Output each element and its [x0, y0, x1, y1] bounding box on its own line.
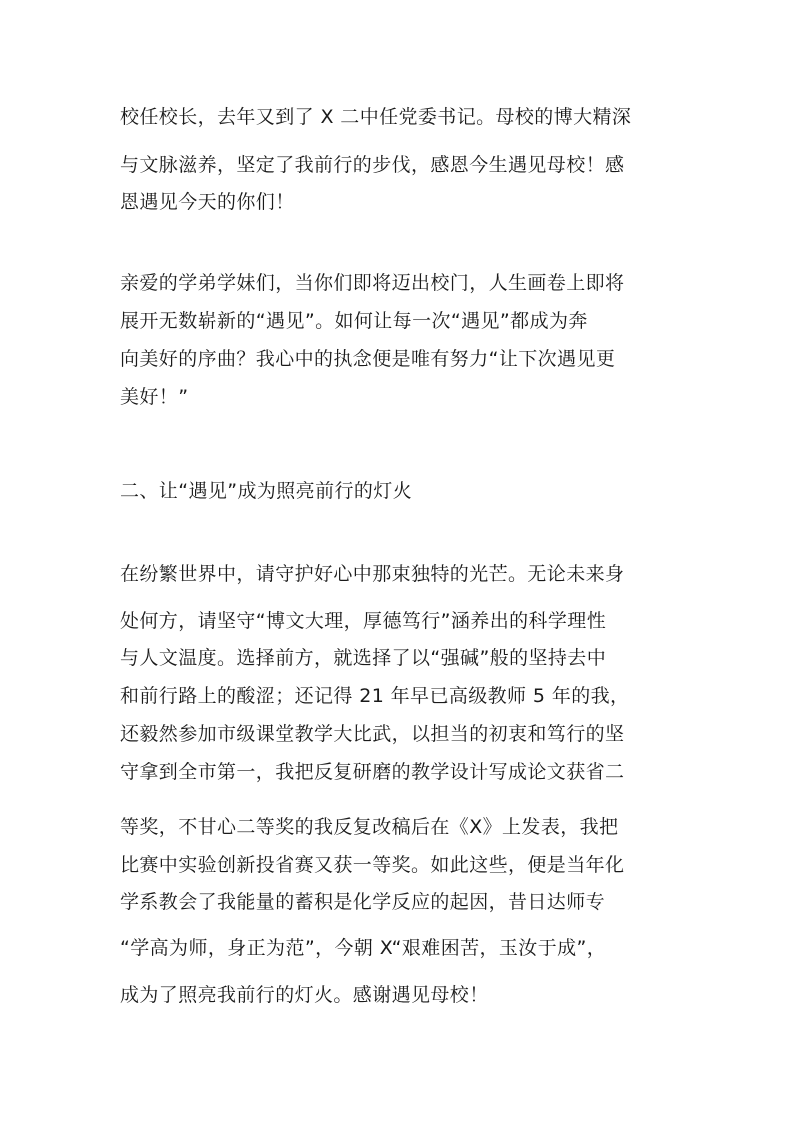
paragraph-4-line-7: 等奖，不甘心二等奖的我反复改稿后在《X》上发表，我把	[120, 816, 619, 838]
paragraph-4-line-11: 成为了照亮我前行的灯火。感谢遇见母校！	[120, 984, 489, 1006]
paragraph-1-line-1: 校任校长，去年又到了 X 二中任党委书记。母校的博大精深	[120, 106, 632, 128]
paragraph-4-line-10: “学高为师，身正为范”，今朝 X“艰难困苦，玉汝于成”，	[120, 937, 607, 959]
paragraph-4-line-8: 比赛中实验创新投省赛又获一等奖。如此这些，便是当年化	[120, 854, 625, 876]
paragraph-2-line-3: 向美好的序曲？我心中的执念便是唯有努力“让下次遇见更	[120, 348, 616, 370]
section-heading: 二、让“遇见”成为照亮前行的灯火	[120, 480, 413, 502]
paragraph-2-line-1: 亲爱的学弟学妹们，当你们即将迈出校门，人生画卷上即将	[120, 272, 625, 294]
paragraph-2-line-4: 美好！”	[120, 386, 189, 408]
paragraph-4-line-6: 守拿到全市第一，我把反复研磨的教学设计写成论文获省二	[120, 761, 625, 783]
paragraph-4-line-9: 学系教会了我能量的蓄积是化学反应的起因，昔日达师专	[120, 891, 606, 913]
paragraph-4-line-1: 在纷繁世界中，请守护好心中那束独特的光芒。无论未来身	[120, 563, 625, 585]
paragraph-4-line-3: 与人文温度。选择前方，就选择了以“强碱”般的坚持去中	[120, 647, 607, 669]
paragraph-4-line-4: 和前行路上的酸涩；还记得 21 年早已高级教师 5 年的我，	[120, 685, 630, 707]
paragraph-2-line-2: 展开无数崭新的“遇见”。如何让每一次“遇见”都成为奔	[120, 310, 588, 332]
paragraph-4-line-5: 还毅然参加市级课堂教学大比武，以担当的初衷和笃行的坚	[120, 723, 625, 745]
paragraph-1-line-2: 与文脉滋养，坚定了我前行的步伐，感恩今生遇见母校！感	[120, 154, 625, 176]
paragraph-4-line-2: 处何方，请坚守“博文大理，厚德笃行”涵养出的科学理性	[120, 610, 607, 632]
paragraph-1-line-3: 恩遇见今天的你们！	[120, 191, 295, 213]
